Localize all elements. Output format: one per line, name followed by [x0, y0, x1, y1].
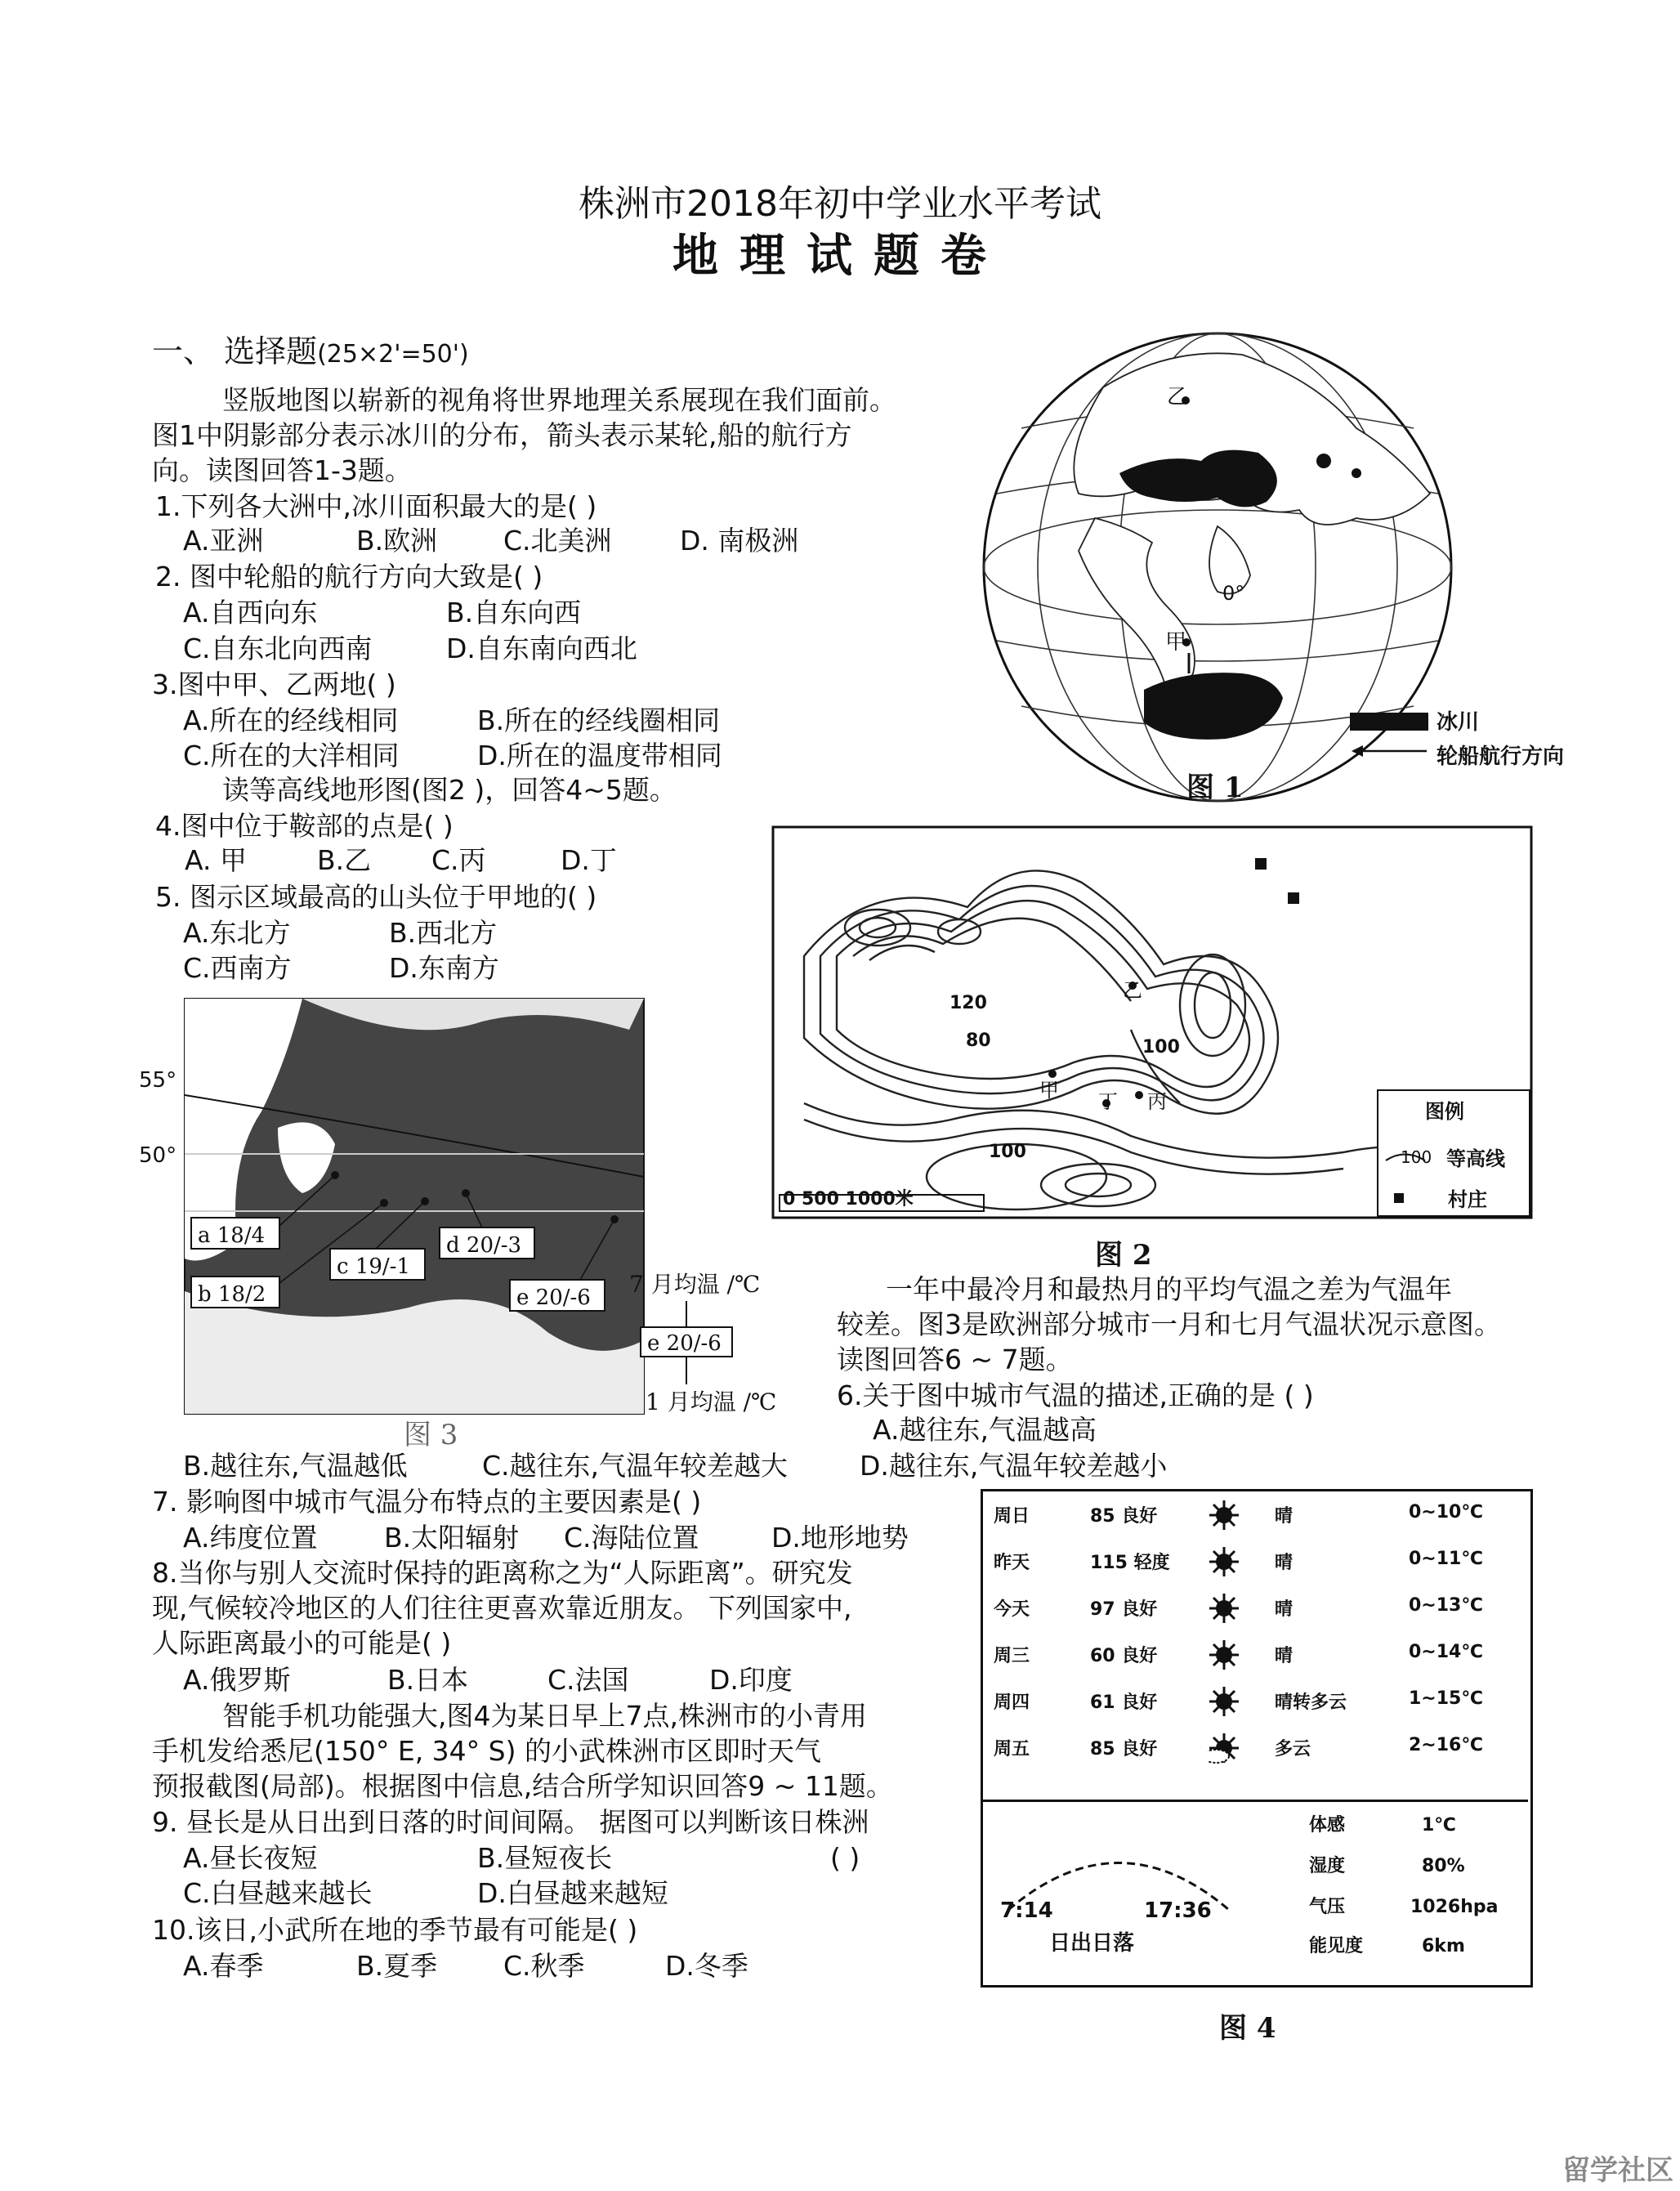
weather-row — [994, 1642, 1517, 1675]
contour-label: 120 — [949, 993, 987, 1013]
weather-aqi: 85 良好 — [1090, 1739, 1158, 1760]
figure-2-contour-map — [771, 825, 1533, 1221]
visibility-value: 6km — [1422, 1936, 1465, 1956]
weather-aqi: 60 良好 — [1090, 1646, 1158, 1666]
weather-day: 周日 — [994, 1506, 1030, 1527]
option[interactable]: B.所在的经线圈相同 — [477, 704, 721, 736]
option[interactable]: D.东南方 — [389, 952, 499, 984]
scale-bar: 0 500 1000米 — [783, 1189, 914, 1210]
weather-aqi: 85 良好 — [1090, 1506, 1158, 1527]
intro-text: 竖版地图以崭新的视角将世界地理关系展现在我们面前。 — [222, 384, 896, 416]
contour-label: 100 — [1142, 1037, 1180, 1057]
weather-temp: 0~11℃ — [1409, 1549, 1483, 1569]
weather-row — [994, 1735, 1517, 1768]
option[interactable]: C.秋季 — [503, 1950, 585, 1982]
option[interactable]: B.乙 — [317, 844, 372, 876]
legend-ship: 轮船航行方向 — [1436, 744, 1565, 769]
weather-weather: 晴转多云 — [1275, 1692, 1347, 1713]
option[interactable]: D.印度 — [709, 1664, 793, 1696]
question-9: 9. 昼长是从日出到日落的时间间隔。 据图可以判断该日株洲 — [152, 1806, 869, 1838]
option[interactable]: C.所在的大洋相同 — [183, 740, 400, 771]
weather-row — [994, 1502, 1517, 1535]
sun-icon — [1208, 1592, 1240, 1630]
weather-day: 今天 — [994, 1599, 1030, 1620]
feel-label: 体感 — [1309, 1815, 1346, 1836]
answer-paren: ( ) — [830, 1842, 860, 1874]
option[interactable]: D.地形地势 — [771, 1522, 909, 1554]
sunset-time: 17:36 — [1144, 1898, 1212, 1923]
option[interactable]: A.春季 — [183, 1950, 264, 1982]
visibility-label: 能见度 — [1309, 1936, 1364, 1956]
option[interactable]: D.白昼越来越短 — [477, 1877, 668, 1909]
figure-4-caption: 图 4 — [1219, 2012, 1276, 2045]
weather-row — [994, 1688, 1517, 1721]
point-ding: 丁 — [1098, 1090, 1118, 1113]
legend-sample: e 20/-6 — [647, 1331, 722, 1356]
weather-weather: 晴 — [1275, 1553, 1294, 1573]
figure-3-caption: 图 3 — [404, 1419, 458, 1451]
legend-village: 村庄 — [1448, 1188, 1487, 1211]
figure-2-caption: 图 2 — [1095, 1239, 1152, 1272]
legend-july: 7 月均温 /℃ — [629, 1271, 761, 1298]
humidity-label: 湿度 — [1309, 1856, 1346, 1876]
question-3: 3.图中甲、乙两地( ) — [152, 668, 396, 700]
legend-line-value: 100 — [1401, 1147, 1432, 1167]
option[interactable]: A.纬度位置 — [183, 1522, 318, 1554]
option[interactable]: D.越往东,气温年较差越小 — [860, 1450, 1168, 1482]
city-c: c 19/-1 — [337, 1254, 410, 1279]
intro-text: 智能手机功能强大,图4为某日早上7点,株洲市的小青用 — [222, 1700, 867, 1732]
intro-text: 手机发给悉尼(150° E, 34° S) 的小武株洲市区即时天气 — [152, 1735, 821, 1767]
latitude-label: 55° — [139, 1068, 177, 1093]
sunrise-sunset-label: 日出日落 — [1049, 1931, 1135, 1956]
intro-text: 预报截图(局部)。根据图中信息,结合所学知识回答9 ~ 11题。 — [152, 1770, 893, 1802]
sun-icon — [1208, 1499, 1240, 1536]
weather-aqi: 97 良好 — [1090, 1599, 1158, 1620]
option[interactable]: D.冬季 — [665, 1950, 748, 1982]
legend-glacier: 冰川 — [1436, 710, 1480, 735]
question-1: 1.下列各大洲中,冰川面积最大的是( ) — [155, 490, 597, 522]
intro-text: 较差。图3是欧洲部分城市一月和七月气温状况示意图。 — [837, 1308, 1501, 1340]
weather-aqi: 115 轻度 — [1090, 1553, 1170, 1573]
label-yi: 乙 — [1167, 385, 1189, 409]
option[interactable]: C.自东北向西南 — [183, 633, 373, 664]
weather-weather: 晴 — [1275, 1646, 1294, 1666]
question-10: 10.该日,小武所在地的季节最有可能是( ) — [152, 1914, 638, 1946]
weather-temp: 0~10℃ — [1409, 1502, 1483, 1523]
option[interactable]: A.昼长夜短 — [183, 1842, 318, 1874]
question-5: 5. 图示区域最高的山头位于甲地的( ) — [155, 881, 597, 913]
option[interactable]: A.所在的经线相同 — [183, 704, 399, 736]
option[interactable]: B.自东向西 — [446, 597, 582, 628]
point-jia: 甲 — [1039, 1079, 1059, 1102]
city-b: b 18/2 — [198, 1282, 266, 1307]
option[interactable]: B.夏季 — [356, 1950, 438, 1982]
ocean-label: 洋 — [206, 1187, 230, 1215]
option[interactable]: D.自东南向西北 — [446, 633, 637, 664]
question-7: 7. 影响图中城市气温分布特点的主要因素是( ) — [152, 1486, 702, 1518]
option[interactable]: B.昼短夜长 — [477, 1842, 613, 1874]
pressure-value: 1026hpa — [1410, 1897, 1499, 1917]
feel-value: 1℃ — [1422, 1815, 1456, 1836]
ocean-label: 大 — [206, 1017, 230, 1045]
weather-row — [994, 1595, 1517, 1628]
option[interactable]: B.太阳辐射 — [384, 1522, 520, 1554]
weather-weather: 晴 — [1275, 1599, 1294, 1620]
option[interactable]: A.俄罗斯 — [183, 1664, 291, 1696]
watermark: 留学社区 — [1562, 2154, 1673, 2187]
question-8: 8.当你与别人交流时保持的距离称之为“人际距离”。研究发 — [152, 1557, 853, 1589]
option[interactable]: A.亚洲 — [183, 525, 264, 557]
option[interactable]: C.丙 — [431, 844, 486, 876]
section-heading: 一、 选择题(25×2'=50') — [152, 333, 469, 369]
option[interactable]: D.丁 — [561, 844, 617, 876]
figure-1-caption: 图 1 — [1186, 771, 1244, 804]
contour-label: 80 — [966, 1031, 991, 1051]
question-6: 6.关于图中城市气温的描述,正确的是 ( ) — [837, 1379, 1314, 1411]
figure-1-globe — [972, 330, 1565, 804]
option[interactable]: B.欧洲 — [356, 525, 438, 557]
option[interactable]: C.越往东,气温年较差越大 — [482, 1450, 789, 1482]
figure-3-europe-map — [139, 997, 809, 1430]
legend-jan: 1 月均温 /℃ — [646, 1388, 777, 1415]
intro-text: 图1中阴影部分表示冰川的分布，箭头表示某轮,船的航行方 — [152, 419, 852, 451]
city-a: a 18/4 — [198, 1223, 266, 1248]
option[interactable]: C.北美洲 — [503, 525, 612, 557]
option[interactable]: A. 甲 — [185, 844, 247, 876]
option[interactable]: C.海陆位置 — [564, 1522, 699, 1554]
weather-weather: 晴 — [1275, 1506, 1294, 1527]
option[interactable]: A.越往东,气温越高 — [873, 1414, 1097, 1446]
weather-day: 周三 — [994, 1646, 1030, 1666]
question-2: 2. 图中轮船的航行方向大致是( ) — [155, 561, 543, 592]
weather-day: 周五 — [994, 1739, 1030, 1760]
question-8: 现,气候较冷地区的人们往往更喜欢靠近朋友。 下列国家中, — [152, 1592, 852, 1624]
weather-temp: 0~13℃ — [1409, 1595, 1483, 1616]
exam-title: 株洲市2018年初中学业水平考试 — [579, 183, 1101, 225]
option[interactable]: B.越往东,气温越低 — [183, 1450, 408, 1482]
legend-contour: 等高线 — [1446, 1147, 1505, 1170]
question-8: 人际距离最小的可能是( ) — [152, 1627, 452, 1659]
label-jia: 甲 — [1165, 630, 1187, 655]
weather-row — [994, 1549, 1517, 1581]
pressure-label: 气压 — [1309, 1897, 1346, 1917]
weather-weather: 多云 — [1275, 1739, 1311, 1760]
question-4: 4.图中位于鞍部的点是( ) — [155, 810, 454, 842]
intro-text: 向。读图回答1-3题。 — [152, 454, 412, 486]
option[interactable]: C.西南方 — [183, 952, 292, 984]
legend-arrow-icon — [1350, 739, 1432, 763]
intro-text: 读图回答6 ~ 7题。 — [837, 1344, 1073, 1375]
sun-icon — [1208, 1685, 1240, 1723]
cloud-sun-icon — [1208, 1732, 1240, 1769]
legend-glacier-swatch — [1350, 713, 1428, 731]
option[interactable]: A.自西向东 — [183, 597, 318, 628]
city-e: e 20/-6 — [516, 1286, 591, 1310]
weather-aqi: 61 良好 — [1090, 1692, 1158, 1713]
legend-title: 图例 — [1425, 1100, 1464, 1123]
weather-temp: 2~16℃ — [1409, 1735, 1483, 1755]
option[interactable]: C.白昼越来越长 — [183, 1877, 373, 1909]
sun-icon — [1208, 1545, 1240, 1583]
sun-icon — [1208, 1639, 1240, 1676]
exam-subtitle: 地理试题卷 — [672, 230, 1008, 283]
intro-text: 一年中最冷月和最热月的平均气温之差为气温年 — [886, 1273, 1452, 1305]
point-yi: 乙 — [1123, 979, 1142, 1002]
option[interactable]: C.法国 — [547, 1664, 629, 1696]
sunrise-time: 7:14 — [1000, 1898, 1053, 1923]
weather-day: 周四 — [994, 1692, 1030, 1713]
city-d: d 20/-3 — [446, 1233, 522, 1258]
weather-temp: 0~14℃ — [1409, 1642, 1483, 1662]
option[interactable]: D.所在的温度带相同 — [477, 740, 722, 771]
point-bing: 丙 — [1147, 1090, 1167, 1113]
latitude-label: 50° — [139, 1143, 177, 1168]
contour-label: 100 — [989, 1142, 1026, 1162]
option[interactable]: B.日本 — [387, 1664, 469, 1696]
weather-temp: 1~15℃ — [1409, 1688, 1483, 1709]
humidity-value: 80% — [1422, 1856, 1465, 1876]
option[interactable]: D. 南极洲 — [680, 525, 799, 557]
option[interactable]: B.西北方 — [389, 917, 498, 949]
weather-day: 昨天 — [994, 1553, 1030, 1573]
intro-text: 读等高线地形图(图2 )，回答4~5题。 — [222, 774, 677, 806]
option[interactable]: A.东北方 — [183, 917, 291, 949]
label-zero: 0° — [1222, 582, 1245, 605]
ocean-label: 西 — [206, 1113, 230, 1142]
